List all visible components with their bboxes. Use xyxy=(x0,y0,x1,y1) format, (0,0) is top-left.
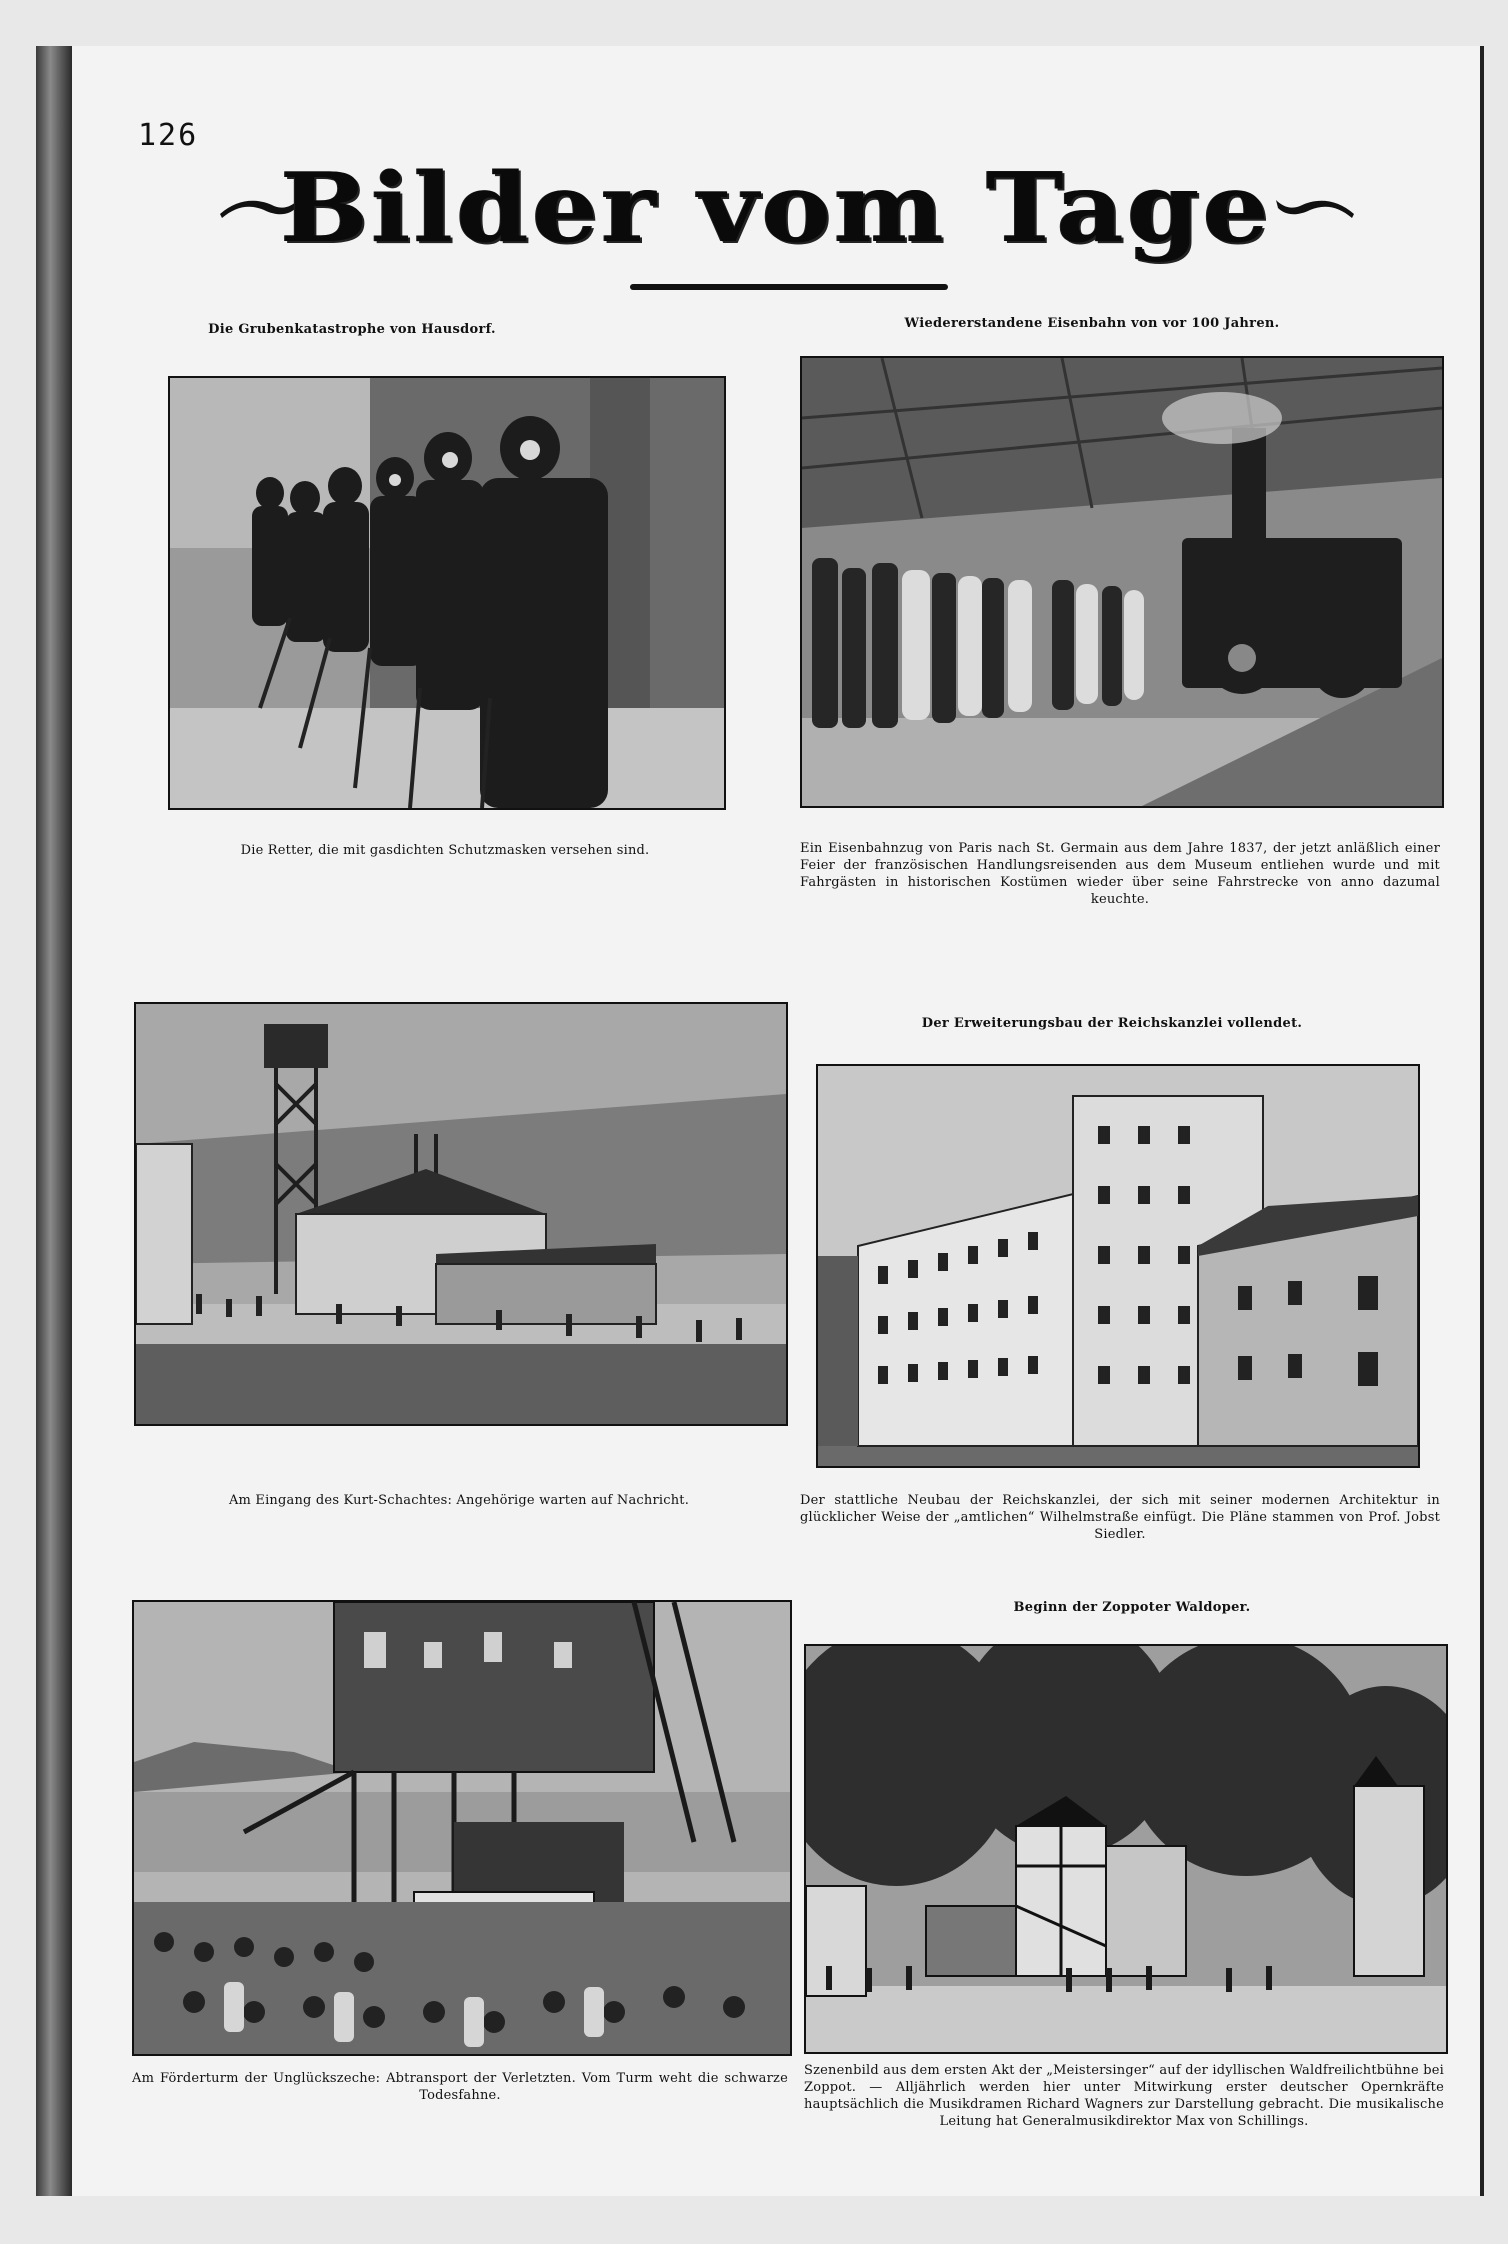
page-title: Bilder vom Tage xyxy=(280,150,1272,265)
photo-old-railway xyxy=(800,356,1444,808)
photo-winding-tower xyxy=(132,1600,792,2056)
page-number: 126 xyxy=(138,118,199,153)
photo-kurt-shaft xyxy=(134,1002,788,1426)
heading-chancellery: Der Erweiterungsbau der Reichskanzlei vollendet. xyxy=(921,1016,1303,1031)
newspaper-page xyxy=(72,46,1480,2196)
heading-forest-opera: Beginn der Zoppoter Waldoper. xyxy=(1013,1600,1251,1615)
photo-rescuers xyxy=(168,376,726,810)
caption-old-railway: Ein Eisenbahnzug von Paris nach St. Germain aus dem Jahre 1837, der jetzt anläßlich einer Feier der französischen Handlungsreisenden aus dem Museum entliehen wurde und mit Fahrgästen in historischen Kostümen wieder über seine Fahrstrecke von anno dazumal keuchte. xyxy=(800,841,1440,907)
title-rule xyxy=(630,284,948,290)
caption-rescuers: Die Retter, die mit gasdichten Schutzmasken versehen sind. xyxy=(240,843,650,858)
caption-kurt-shaft: Am Eingang des Kurt-Schachtes: Angehörige warten auf Nachricht. xyxy=(228,1493,690,1508)
caption-winding-tower: Am Förderturm der Unglückszeche: Abtransport der Verletzten. Vom Turm weht die schwarze Todesfahne. xyxy=(132,2071,788,2103)
book-binding xyxy=(36,46,72,2196)
masthead xyxy=(72,146,1480,269)
caption-forest-opera: Szenenbild aus dem ersten Akt der „Meistersinger“ auf der idyllischen Waldfreilichtbühne bei Zoppot. — Alljährlich werden hier unter Mitwirkung erster deutscher Opernkräfte hauptsächlich die Musikdramen Richard Wagners zur Darstellung gebracht. Die musikalische Leitung hat Generalmusikdirektor Max von Schillings. xyxy=(804,2063,1444,2129)
photo-chancellery xyxy=(816,1064,1420,1468)
heading-old-railway: Wiedererstandene Eisenbahn von vor 100 Jahren. xyxy=(904,316,1280,331)
caption-chancellery: Der stattliche Neubau der Reichskanzlei, der sich mit seiner modernen Architektur in glücklicher Weise der „amtlichen“ Wilhelmstraße einfügt. Die Pläne stammen von Prof. Jobst Siedler. xyxy=(800,1493,1440,1542)
heading-mine-disaster: Die Grubenkatastrophe von Hausdorf. xyxy=(208,322,496,337)
photo-forest-opera xyxy=(804,1644,1448,2054)
